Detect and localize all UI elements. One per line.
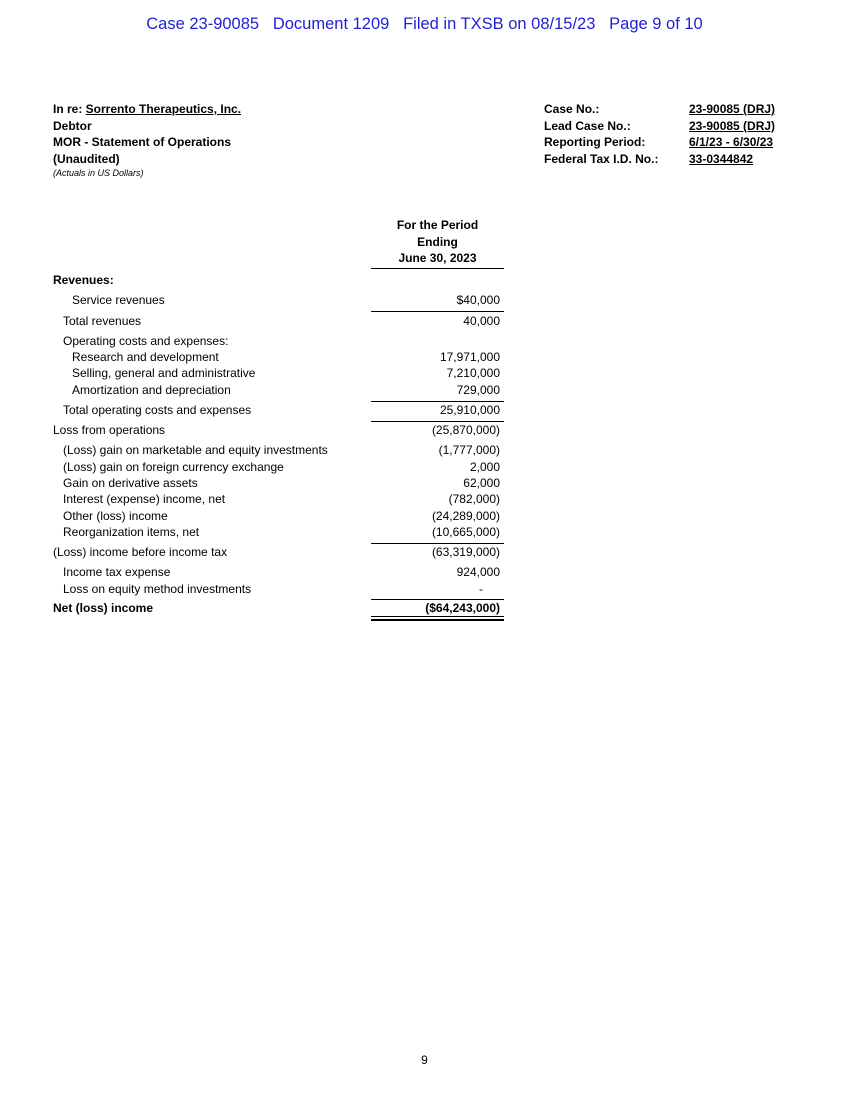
row-amount: (24,289,000) (431, 509, 500, 523)
lead-case-value: 23-90085 (DRJ) (689, 118, 776, 133)
row-amount: (25,870,000) (431, 423, 500, 437)
row-label: Total operating costs and expenses (63, 403, 252, 417)
row-revenues-heading (0, 273, 849, 288)
row-amount: 924,000 (456, 565, 500, 579)
debtor-label: Debtor (53, 118, 92, 133)
row-income-tax (0, 565, 849, 580)
row-equity-method (0, 582, 849, 597)
row-amount: 25,910,000 (439, 403, 500, 417)
unaudited-label: (Unaudited) (53, 151, 120, 166)
row-label: (Loss) income before income tax (53, 545, 228, 559)
row-reorganization (0, 525, 849, 540)
row-total-revenues (0, 314, 849, 329)
row-amount: 62,000 (463, 476, 500, 490)
row-amount: (1,777,000) (438, 443, 500, 457)
row-label: Loss on equity method investments (63, 582, 252, 596)
row-amount: 2,000 (469, 460, 500, 474)
row-amount: 17,971,000 (439, 350, 500, 364)
page-number: 9 (421, 1053, 428, 1067)
company-name: Sorrento Therapeutics, Inc. (85, 102, 242, 116)
row-amount: 40,000 (463, 314, 500, 328)
row-amount: ($64,243,000) (425, 601, 500, 615)
row-label: Operating costs and expenses: (63, 334, 229, 348)
row-amount: 729,000 (456, 383, 500, 397)
row-foreign-currency (0, 460, 849, 475)
reporting-period-value: 6/1/23 - 6/30/23 (689, 135, 774, 149)
reporting-period-label: Reporting Period: (544, 135, 646, 149)
subtotal-rule (371, 543, 504, 544)
row-other-loss (0, 509, 849, 524)
lead-case-label: Lead Case No.: (544, 118, 631, 133)
row-label: Amortization and depreciation (72, 383, 231, 397)
case-no-value: 23-90085 (DRJ) (689, 102, 776, 116)
statement-title: MOR - Statement of Operations (53, 135, 232, 149)
row-label: Selling, general and administrative (72, 366, 256, 380)
column-header-line3: June 30, 2023 (398, 251, 477, 265)
row-sga (0, 366, 849, 381)
row-amount: (782,000) (448, 492, 500, 506)
row-amount: (10,665,000) (431, 525, 500, 539)
row-total-operating-costs (0, 403, 849, 418)
subtotal-rule (371, 599, 504, 600)
row-income-before-tax (0, 545, 849, 560)
case-no-label: Case No.: (544, 102, 600, 116)
row-operating-costs-heading (0, 334, 849, 349)
row-label: Net (loss) income (53, 601, 154, 615)
row-amount: (63,319,000) (431, 545, 500, 559)
total-double-rule (371, 616, 504, 621)
row-label: (Loss) gain on marketable and equity investments (63, 443, 328, 457)
row-label: (Loss) gain on foreign currency exchange (63, 460, 284, 474)
row-amount: 7,210,000 (446, 366, 500, 380)
row-derivative-assets (0, 476, 849, 491)
row-label: Gain on derivative assets (63, 476, 198, 490)
row-label: Revenues: (53, 273, 114, 287)
in-re-prefix: In re: (53, 102, 86, 116)
row-label: Loss from operations (53, 423, 166, 437)
row-amount: $40,000 (456, 293, 500, 307)
row-label: Interest (expense) income, net (63, 492, 226, 506)
column-header-line2: Ending (417, 234, 458, 249)
row-marketable-investments (0, 443, 849, 458)
row-amortization (0, 383, 849, 398)
row-label: Service revenues (72, 293, 165, 307)
row-label: Total revenues (63, 314, 142, 328)
row-service-revenues (0, 293, 849, 308)
subtotal-rule (371, 401, 504, 402)
row-interest (0, 492, 849, 507)
row-research-development (0, 350, 849, 365)
row-amount: - (479, 582, 483, 596)
tax-id-label: Federal Tax I.D. No.: (544, 151, 659, 166)
subtotal-rule (371, 311, 504, 312)
tax-id-value: 33-0344842 (689, 151, 754, 166)
row-label: Income tax expense (63, 565, 171, 579)
court-filing-banner: Case 23-90085 Document 1209 Filed in TXSB on 08/15/23 Page 9 of 10 (146, 15, 703, 33)
column-header-line1: For the Period (396, 218, 479, 232)
subtotal-rule (371, 421, 504, 422)
row-label: Reorganization items, net (63, 525, 200, 539)
row-net-income (0, 601, 849, 616)
currency-note: (Actuals in US Dollars) (53, 168, 144, 178)
row-label: Other (loss) income (63, 509, 168, 523)
row-label: Research and development (72, 350, 219, 364)
row-loss-from-operations (0, 423, 849, 438)
